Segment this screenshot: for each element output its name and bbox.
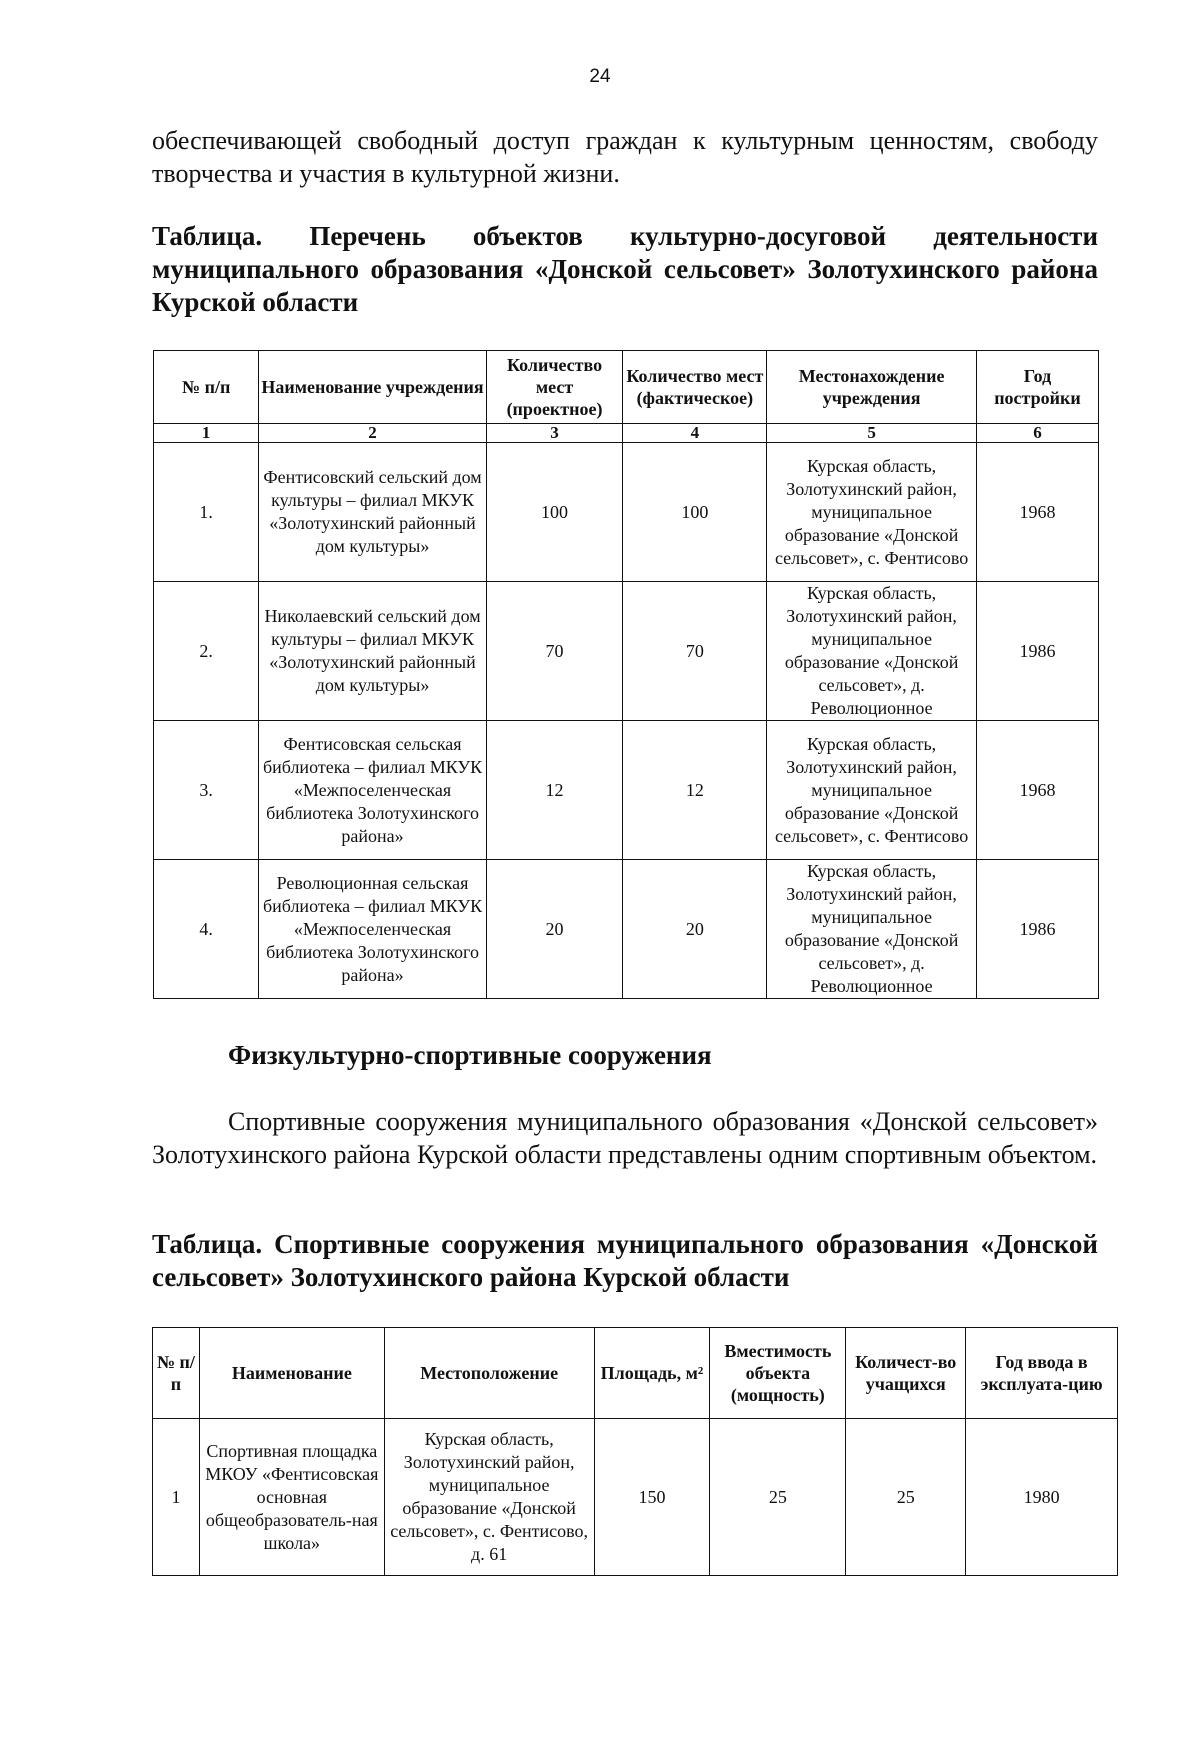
places-design: 20 <box>486 860 623 999</box>
header-students: Количест-во учащихся <box>846 1328 966 1419</box>
header-location: Местоположение <box>384 1328 594 1419</box>
facility-students: 25 <box>846 1419 966 1576</box>
institution-location: Курская область, Золотухинский район, муниципальное образование «Донской сельсовет», с. Фентисово <box>767 721 977 860</box>
table-row <box>154 860 1099 999</box>
places-design: 70 <box>486 582 623 721</box>
commission-year: 1980 <box>966 1419 1118 1576</box>
places-actual: 12 <box>623 721 767 860</box>
row-number: 4. <box>154 860 259 999</box>
table-row <box>153 1419 1118 1576</box>
table-header-row <box>153 1328 1118 1419</box>
column-number: 5 <box>767 424 977 443</box>
construction-year: 1986 <box>976 860 1098 999</box>
institution-location: Курская область, Золотухинский район, муниципальное образование «Донской сельсовет», д. Революционное <box>767 582 977 721</box>
page-number: 24 <box>589 66 611 87</box>
header-name: Наименование учреждения <box>259 351 486 424</box>
facility-name: Спортивная площадка МКОУ «Фентисовская основная общеобразователь-ная школа» <box>199 1419 384 1576</box>
row-number: 1 <box>153 1419 200 1576</box>
table-row <box>154 443 1099 582</box>
header-year: Год ввода в эксплуата-цию <box>966 1328 1118 1419</box>
table1-caption: Таблица. Перечень объектов культурно-досуговой деятельности муниципального образования «Донской сельсовет» Золотухинского района Курской области <box>152 221 1098 317</box>
header-number: № п/п <box>153 1328 200 1419</box>
places-actual: 100 <box>623 443 767 582</box>
section-heading: Физкультурно-спортивные сооружения <box>228 1040 712 1070</box>
column-number: 6 <box>976 424 1098 443</box>
row-number: 2. <box>154 582 259 721</box>
facility-capacity: 25 <box>710 1419 846 1576</box>
column-number-row <box>154 424 1099 443</box>
header-places-design: Количество мест (проектное) <box>486 351 623 424</box>
row-number: 3. <box>154 721 259 860</box>
header-places-actual: Количество мест (фактическое) <box>623 351 767 424</box>
facility-location: Курская область, Золотухинский район, муниципальное образование «Донской сельсовет», с. Фентисово, д. 61 <box>384 1419 594 1576</box>
section-paragraph: Спортивные сооружения муниципального образования «Донской сельсовет» Золотухинского района Курской области представлены одним спортивным объектом. <box>152 1107 1098 1169</box>
column-number: 4 <box>623 424 767 443</box>
column-number: 1 <box>154 424 259 443</box>
places-design: 100 <box>486 443 623 582</box>
header-year: Год постройки <box>976 351 1098 424</box>
table-row <box>154 582 1099 721</box>
header-capacity: Вместимость объекта (мощность) <box>710 1328 846 1419</box>
header-area: Площадь, м² <box>594 1328 710 1419</box>
column-number: 2 <box>259 424 486 443</box>
places-actual: 70 <box>623 582 767 721</box>
construction-year: 1986 <box>976 582 1098 721</box>
institution-name: Николаевский сельский дом культуры – филиал МКУК «Золотухинский районный дом культуры» <box>259 582 486 721</box>
row-number: 1. <box>154 443 259 582</box>
institution-location: Курская область, Золотухинский район, муниципальное образование «Донской сельсовет», с. Фентисово <box>767 443 977 582</box>
table2-caption: Таблица. Спортивные сооружения муниципального образования «Донской сельсовет» Золотухинского района Курской области <box>152 1229 1098 1292</box>
table-row <box>154 721 1099 860</box>
sports-facilities-table <box>152 1327 1118 1576</box>
institution-location: Курская область, Золотухинский район, муниципальное образование «Донской сельсовет», д. Революционное <box>767 860 977 999</box>
column-number: 3 <box>486 424 623 443</box>
construction-year: 1968 <box>976 721 1098 860</box>
header-name: Наименование <box>199 1328 384 1419</box>
institution-name: Фентисовский сельский дом культуры – филиал МКУК «Золотухинский районный дом культуры» <box>259 443 486 582</box>
header-number: № п/п <box>154 351 259 424</box>
facility-area: 150 <box>594 1419 710 1576</box>
intro-paragraph: обеспечивающей свободный доступ граждан к культурным ценностям, свободу творчества и участия в культурной жизни. <box>152 126 1098 188</box>
institution-name: Фентисовская сельская библиотека – филиал МКУК «Межпоселенческая библиотека Золотухинского района» <box>259 721 486 860</box>
cultural-objects-table <box>153 350 1099 999</box>
places-actual: 20 <box>623 860 767 999</box>
institution-name: Революционная сельская библиотека – филиал МКУК «Межпоселенческая библиотека Золотухинского района» <box>259 860 486 999</box>
table-header-row <box>154 351 1099 424</box>
places-design: 12 <box>486 721 623 860</box>
header-location: Местонахождение учреждения <box>767 351 977 424</box>
construction-year: 1968 <box>976 443 1098 582</box>
